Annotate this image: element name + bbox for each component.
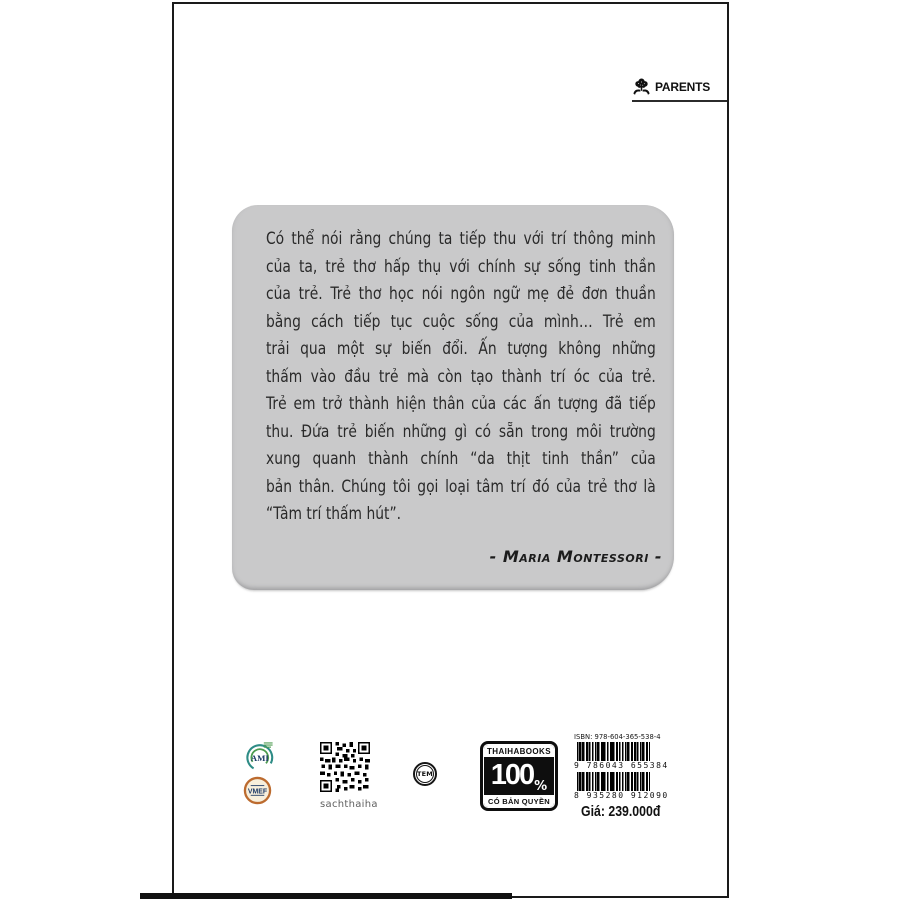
- stamp-claim: CÓ BẢN QUYỀN: [484, 795, 554, 808]
- isbn-barcode: [577, 742, 650, 761]
- stamp-100: 100: [490, 759, 534, 792]
- quote-line: thu. Đứa trẻ biến những gì có sẵn trong môi trường: [266, 421, 656, 441]
- vmef-logo-text: VMEF: [247, 788, 268, 796]
- hands-holding-tree-icon: [632, 77, 651, 97]
- back-cover: [172, 2, 729, 898]
- stamp-percent-sign: %: [534, 778, 548, 794]
- qr-code-icon: [320, 742, 370, 792]
- quote-line: Có thể nói rằng chúng ta tiếp thu với trí thông minh: [266, 229, 656, 248]
- thaihabooks-stamp: [480, 741, 558, 811]
- quote-line: bằng cách tiếp tục cuộc sống của mình… Trẻ em: [266, 311, 656, 331]
- bottom-edge-bar: [140, 893, 512, 899]
- quote-line: của ta, trẻ thơ hấp thụ với chính sự sống tinh thần: [266, 256, 656, 276]
- quote-line: “Tâm trí thấm hút”.: [266, 504, 402, 523]
- product-barcode-number: 8 935280 912090: [574, 791, 669, 800]
- quote-text: [266, 225, 656, 528]
- qr-caption: sachthaiha: [320, 799, 378, 810]
- price-label: Giá: 239.000đ: [581, 803, 661, 820]
- quote-box: [232, 205, 674, 590]
- ami-logo-text: AMI: [250, 753, 269, 764]
- ami-logo: [243, 740, 275, 772]
- quote-line: xung quanh thành chính “da thịt tinh thần” của: [266, 449, 656, 468]
- quote-attribution: - Maria Montessori -: [489, 546, 662, 566]
- vmef-logo-icon: [243, 776, 272, 805]
- ami-logo-icon: [243, 740, 275, 772]
- quote-line: của trẻ. Trẻ thơ học nói ngôn ngữ mẹ đẻ đơn thuần: [266, 284, 656, 303]
- quote-line: thấm vào đầu trẻ mà còn tạo thành trí óc của trẻ.: [266, 366, 656, 386]
- product-barcode: [577, 772, 650, 791]
- parents-imprint: [632, 74, 727, 102]
- quote-line: bản thân. Chúng tôi gọi loại tâm trí đó của trẻ thơ là: [266, 476, 656, 496]
- qr-code-block: [320, 742, 378, 810]
- tem-stamp: [413, 762, 437, 786]
- quote-line: Trẻ em trở thành hiện thân của các ấn tượng đã tiếp: [266, 394, 656, 413]
- parents-imprint-label: PARENTS: [655, 80, 711, 94]
- quote-line: trải qua một sự biến đổi. Ấn tượng không những: [266, 339, 656, 358]
- isbn-barcode-number: 9 786043 655384: [574, 761, 669, 770]
- tem-stamp-label: TEM: [416, 765, 434, 783]
- stamp-percent: [484, 757, 554, 795]
- isbn-label: ISBN: 978-604-365-538-4: [574, 733, 661, 741]
- vmef-logo: [243, 776, 272, 805]
- barcode-block: [574, 733, 669, 820]
- stamp-publisher: THAIHABOOKS: [484, 745, 554, 757]
